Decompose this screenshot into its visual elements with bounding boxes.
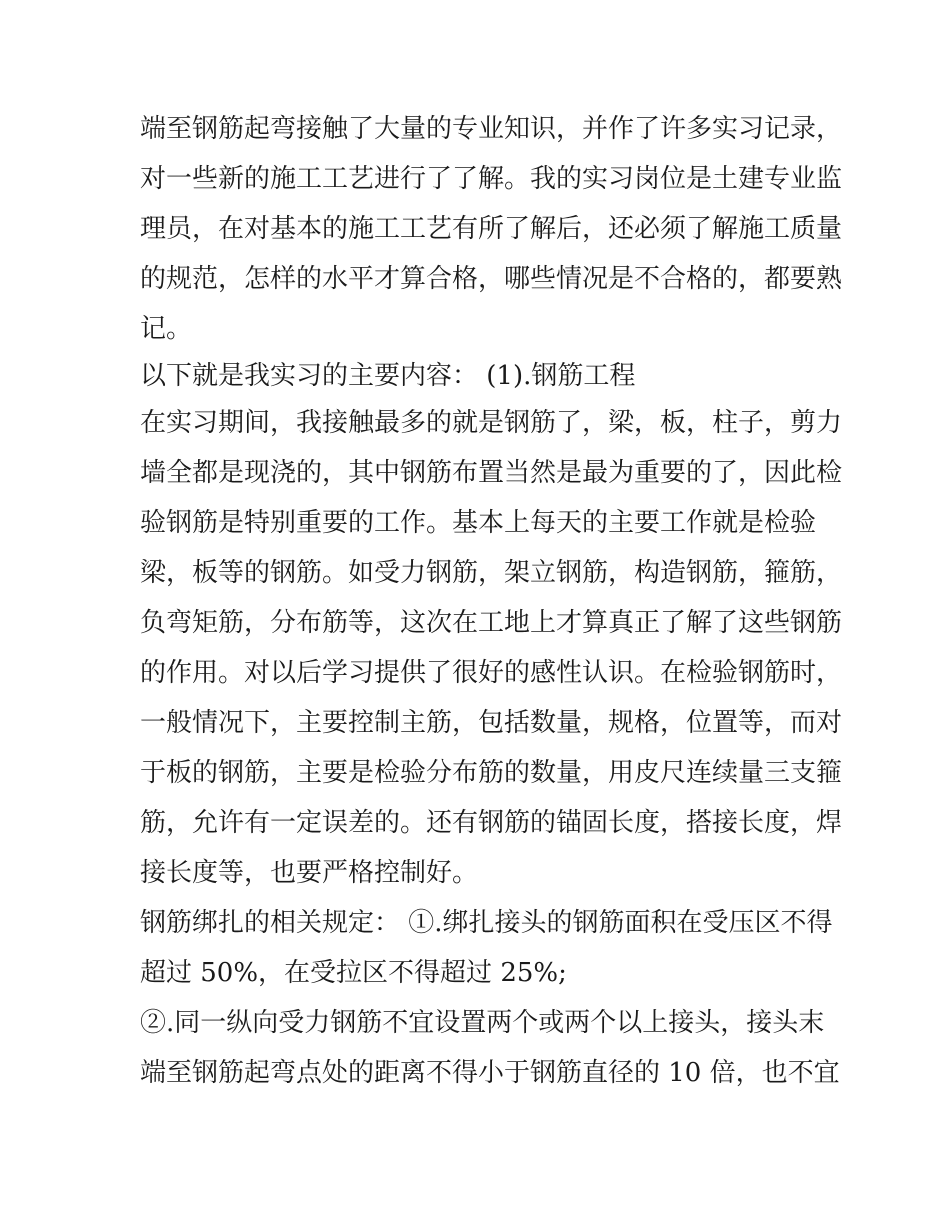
text-line: ②.同一纵向受力钢筋不宜设置两个或两个以上接头，接头末 [140,1008,825,1038]
text-line: 端至钢筋起弯接触了大量的专业知识，并作了许多实习记录， [140,114,843,144]
text-line: 的作用。对以后学习提供了很好的感性认识。在检验钢筋时， [140,658,843,688]
text-line: 钢筋绑扎的相关规定： ①.绑扎接头的钢筋面积在受压区不得 [140,908,833,938]
text-line: 筋，允许有一定误差的。还有钢筋的锚固长度，搭接长度，焊 [140,808,843,838]
paragraph-main-content-heading [140,354,820,398]
text-line: 的规范，怎样的水平才算合格，哪些情况是不合格的，都要熟 [140,264,843,294]
text-line: 验钢筋是特别重要的工作。基本上每天的主要工作就是检验 [140,508,817,538]
text-line: 在实习期间，我接触最多的就是钢筋了，梁，板，柱子，剪力 [140,408,843,438]
paragraph-rebar-inspection [140,398,843,898]
text-line: 于板的钢筋，主要是检验分布筋的数量，用皮尺连续量三支箍 [140,758,843,788]
text-line: 接长度等，也要严格控制好。 [140,858,479,888]
text-line: 对一些新的施工工艺进行了了解。我的实习岗位是土建专业监 [140,164,843,194]
text-line: 超过 50%，在受拉区不得超过 25%; [140,958,567,988]
text-line: 负弯矩筋，分布筋等，这次在工地上才算真正了解了这些钢筋 [140,608,843,638]
text-line: 记。 [140,314,193,344]
text-line: 墙全都是现浇的，其中钢筋布置当然是最为重要的了，因此检 [140,458,843,488]
text-line: 一般情况下，主要控制主筋，包括数量，规格，位置等，而对 [140,708,843,738]
paragraph-internship-record [140,104,843,354]
paragraph-joint-rules [140,998,840,1098]
body-text [140,104,843,1098]
text-line: 梁，板等的钢筋。如受力钢筋，架立钢筋，构造钢筋，箍筋， [140,558,843,588]
paragraph-binding-rules [140,898,833,998]
text-line: 端至钢筋起弯点处的距离不得小于钢筋直径的 10 倍，也不宜 [140,1058,840,1088]
text-line: 理员，在对基本的施工工艺有所了解后，还必须了解施工质量 [140,214,843,244]
text-line: 以下就是我实习的主要内容： (1).钢筋工程 [140,361,636,391]
